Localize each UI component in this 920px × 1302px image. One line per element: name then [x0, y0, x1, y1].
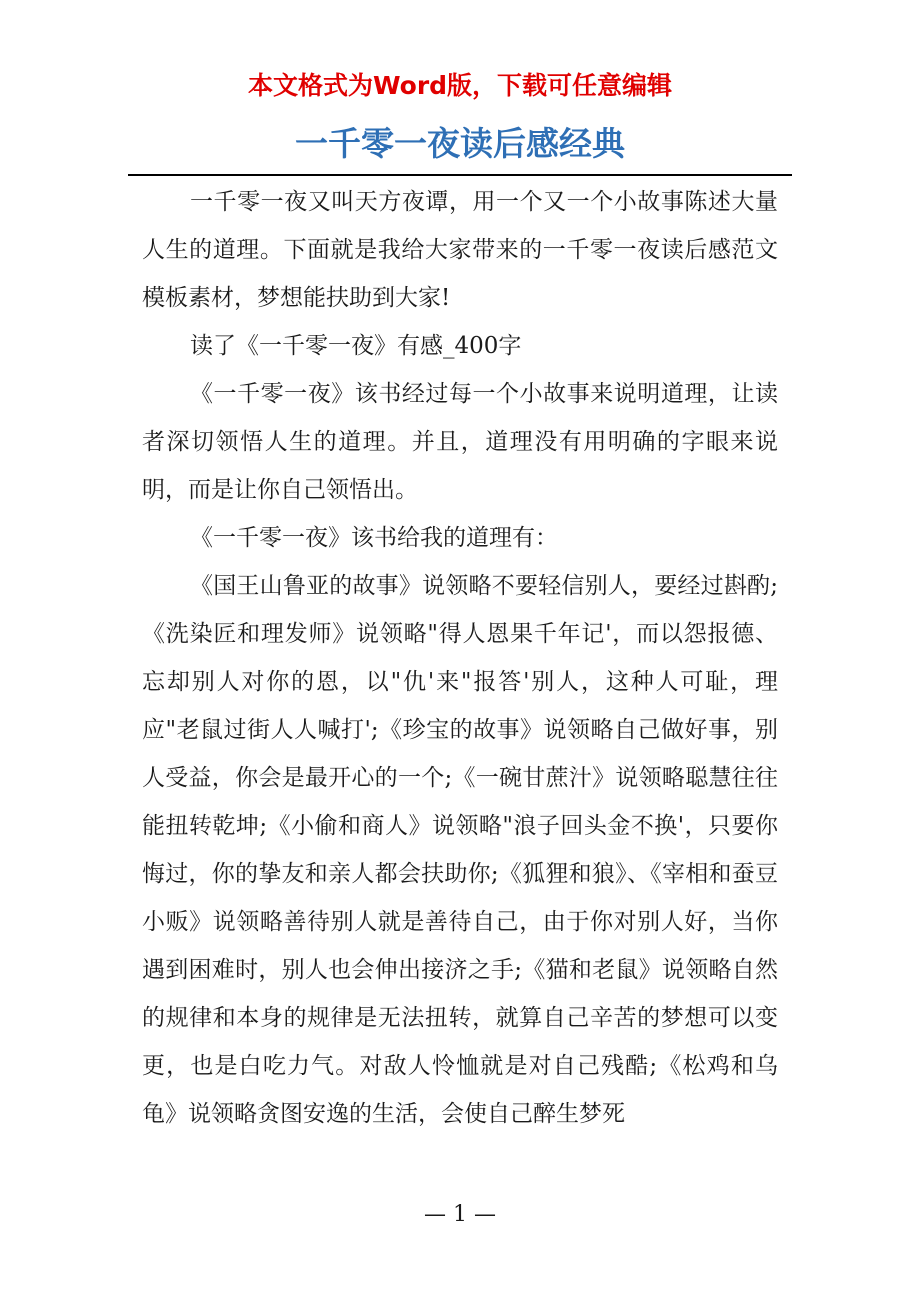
format-notice: 本文格式为Word版，下载可任意编辑 [247, 71, 673, 100]
document-title: 一千零一夜读后感经典 [295, 124, 625, 163]
page-number: — 1 — [424, 1202, 496, 1227]
body-paragraph: 《一千零一夜》该书给我的道理有： [190, 525, 558, 551]
document-body [142, 178, 778, 1138]
body-paragraph: 《国王山鲁亚的故事》说领略不要轻信别人，要经过斟酌;《洗染匠和理发师》说领略"得人恩果千年记'，而以怨报德、忘却别人对你的恩，以"仇'来"报答'别人，这种人可耻，理应"老鼠过街人人喊打';《珍宝的故事》说领略自己做好事，别人受益，你会是最开心的一个;《一碗甘蔗汁》说领略聪慧往往能扭转乾坤;《小偷和商人》说领略"浪子回头金不换'，只要你悔过，你的挚友和亲人都会扶助你;《狐狸和狼》、《宰相和蚕豆小贩》说领略善待别人就是善待自己，由于你对别人好，当你遇到困难时，别人也会伸出接济之手;《猫和老鼠》说领略自然的规律和本身的规律是无法扭转，就算自己辛苦的梦想可以变更，也是白吃力气。对敌人怜恤就是对自己残酷;《松鸡和乌龟》说领略贪图安逸的生活，会使自己醉生梦死 [142, 573, 778, 1127]
section-heading: 读了《一千零一夜》有感_400字 [190, 333, 522, 359]
intro-paragraph: 一千零一夜又叫天方夜谭，用一个又一个小故事陈述大量人生的道理。下面就是我给大家带来的一千零一夜读后感范文模板素材，梦想能扶助到大家! [142, 189, 778, 311]
body-paragraph: 《一千零一夜》该书经过每一个小故事来说明道理，让读者深切领悟人生的道理。并且，道理没有用明确的字眼来说明，而是让你自己领悟出。 [142, 381, 778, 503]
title-divider [128, 174, 792, 176]
